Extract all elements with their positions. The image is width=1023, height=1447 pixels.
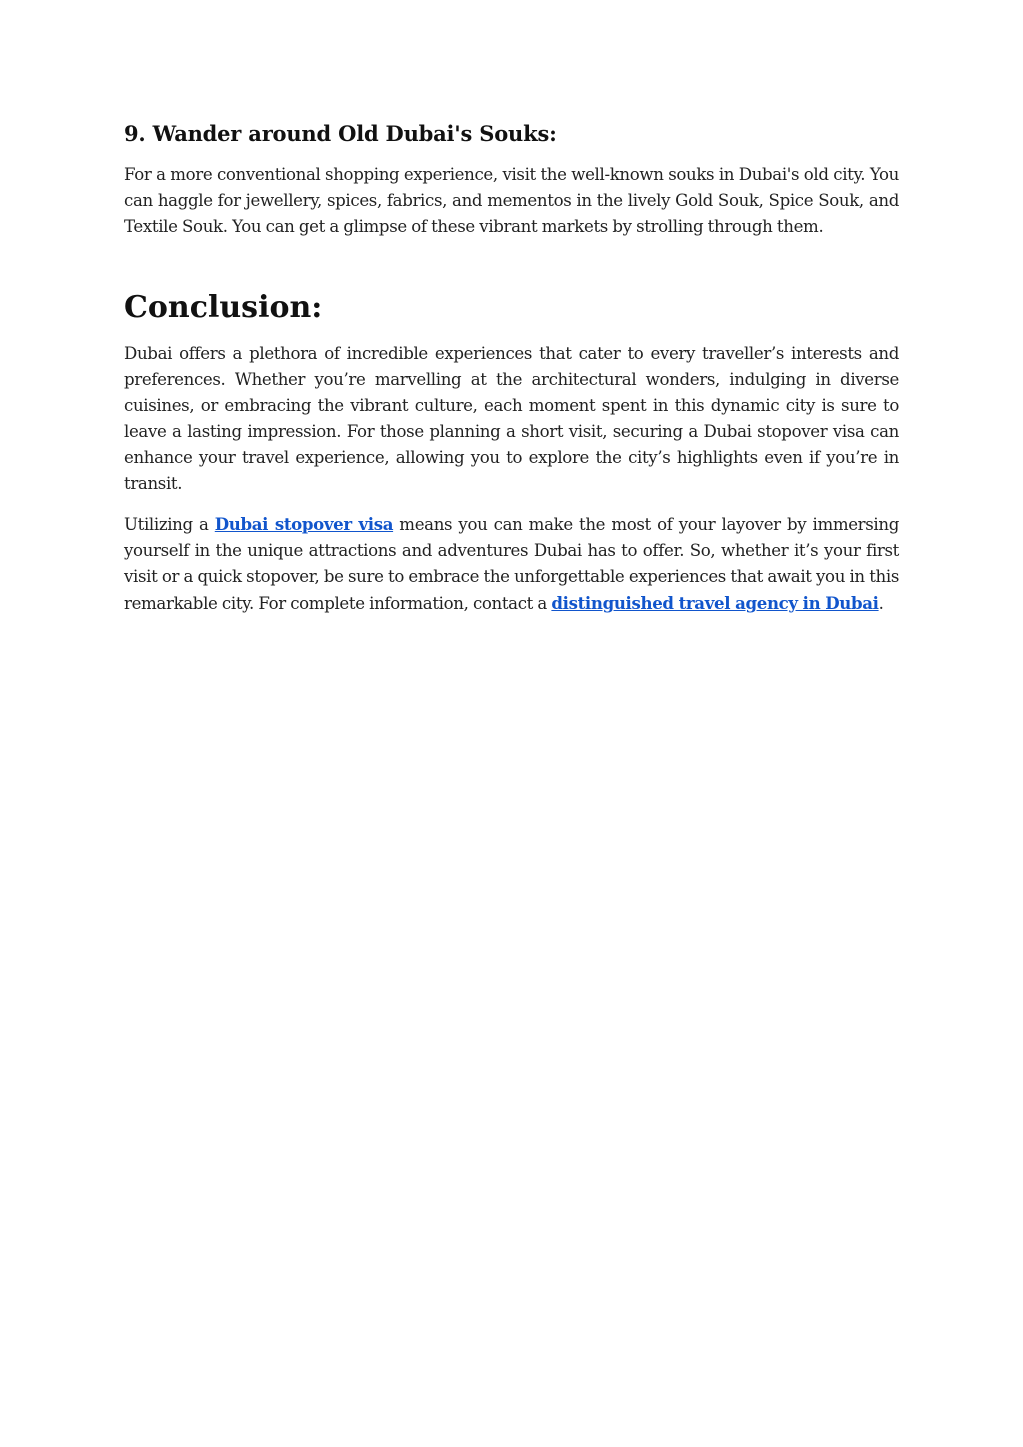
souks-paragraph: For a more conventional shopping experience, visit the well-known souks in Dubai's old city. You can haggle for jewellery, spices, fabrics, and mementos in the lively Gold Souk, Spice Souk, and Textile Souk. You can get a glimpse of these vibrant markets by strolling through them. (124, 165, 899, 237)
conclusion-paragraph-1: Dubai offers a plethora of incredible experiences that cater to every traveller’s interests and preferences. Whether you’re marvelling at the architectural wonders, indulging in diverse cuisines, or embracing the vibrant culture, each moment spent in this dynamic city is sure to leave a lasting impression. For those planning a short visit, securing a Dubai stopover visa can enhance your travel experience, allowing you to explore the city’s highlights even if you’re in transit. (124, 344, 899, 494)
document-page (124, 120, 899, 631)
dubai-stopover-visa-link[interactable]: Dubai stopover visa (214, 514, 394, 535)
paragraph-text-segment: . (878, 594, 884, 614)
section-heading-souks: 9. Wander around Old Dubai's Souks: (124, 121, 557, 146)
paragraph-text-segment: means you can make the most of your layover by immersing yourself in the unique attractions and adventures Dubai has to offer. So, whether it’s your first visit or a quick stopover, be sure to embrace the unforgettable experiences that await you in this remarkable city. For complete information, contact a (124, 515, 899, 614)
paragraph-text-segment: Utilizing a (124, 515, 215, 535)
conclusion-heading: Conclusion: (124, 290, 323, 326)
conclusion-paragraph-2 (124, 511, 899, 617)
travel-agency-link[interactable]: distinguished travel agency in Dubai (551, 593, 879, 614)
